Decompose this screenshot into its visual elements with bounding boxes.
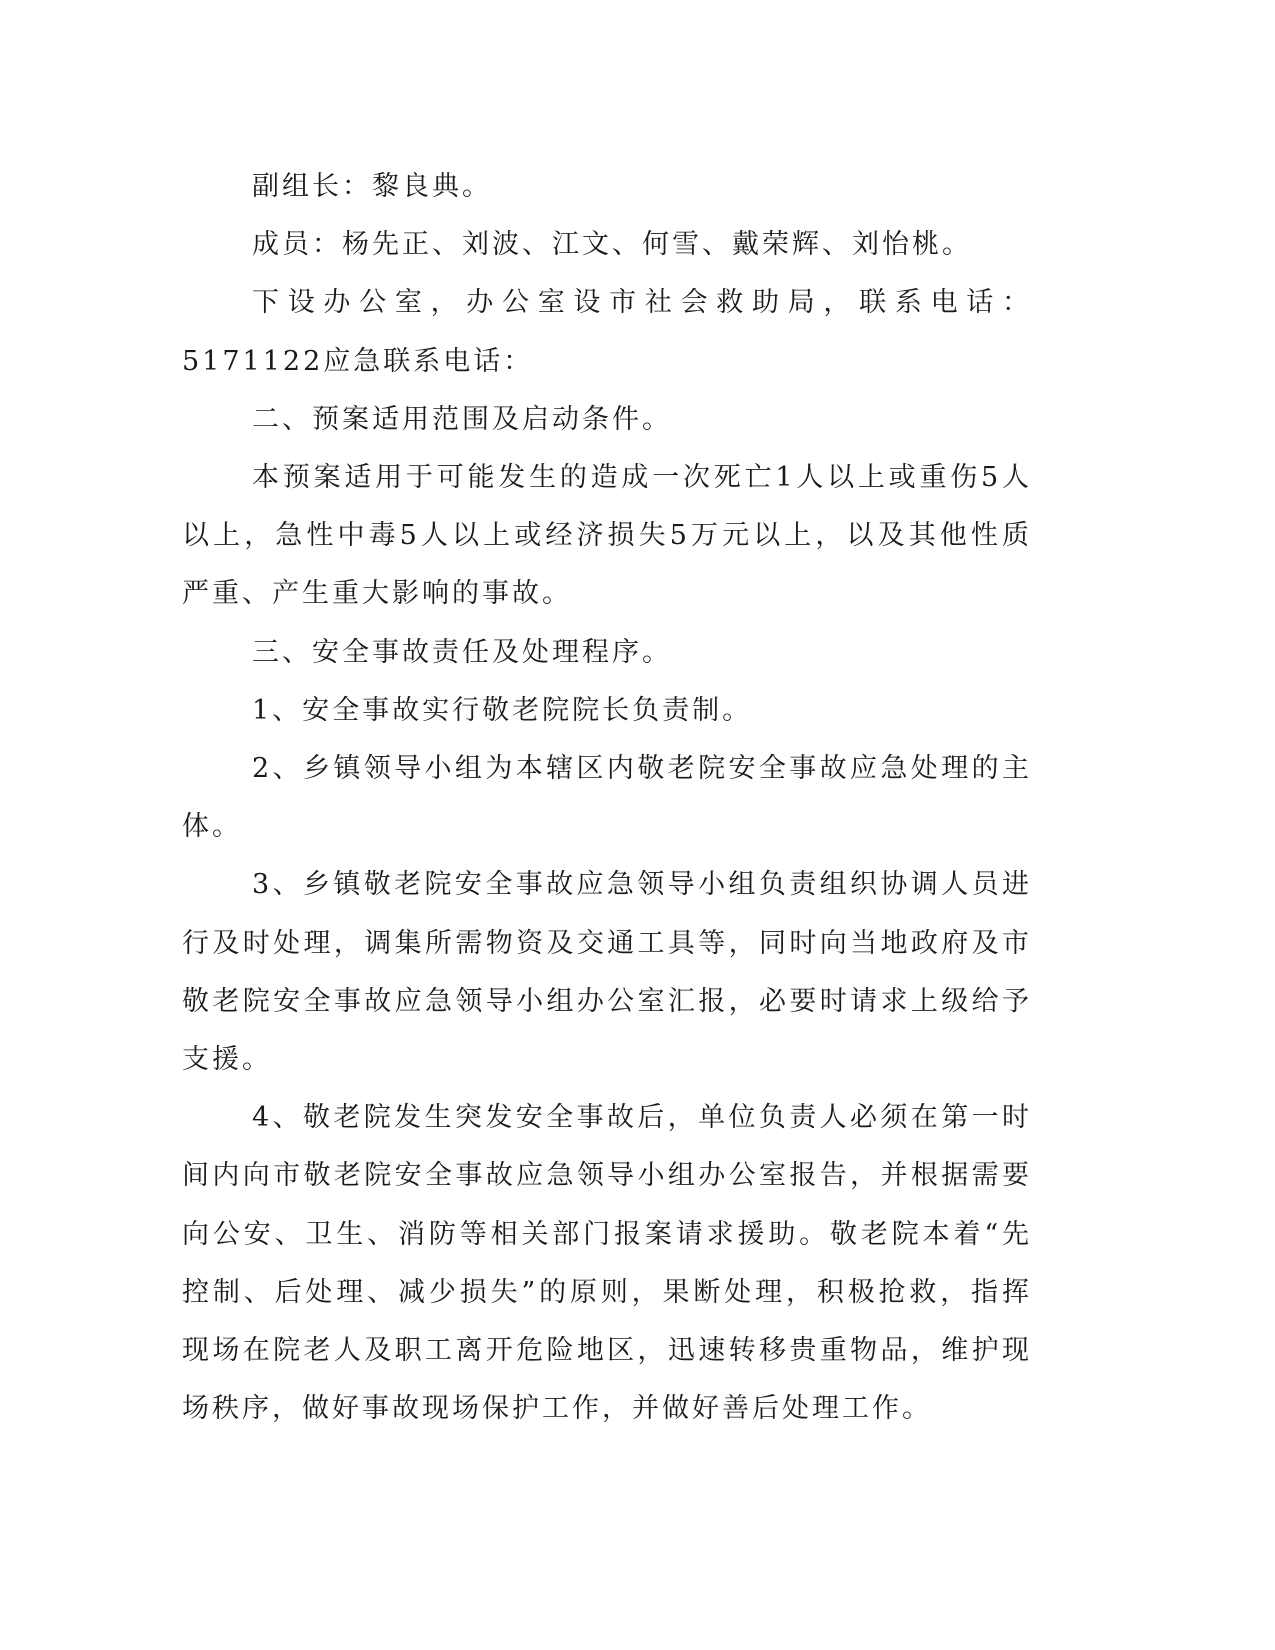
document-body [182,158,1032,1438]
section-heading-scope: 二、预案适用范围及启动条件。 [252,403,672,435]
list-item-3: 3、乡镇敬老院安全事故应急领导小组负责组织协调人员进行及时处理，调集所需物资及交通工具等，同时向当地政府及市敬老院安全事故应急领导小组办公室汇报，必要时请求上级给予支援。 [182,869,1032,1076]
list-item-2: 2、乡镇领导小组为本辖区内敬老院安全事故应急处理的主体。 [182,753,1032,843]
paragraph-office-contact: 下设办公室，办公室设市社会救助局，联系电话：5171122应急联系电话： [182,287,1032,377]
paragraph-deputy-leader: 副组长：黎良典。 [252,171,492,202]
paragraph-scope: 本预案适用于可能发生的造成一次死亡1人以上或重伤5人以上，急性中毒5人以上或经济损失5万元以上，以及其他性质严重、产生重大影响的事故。 [182,462,1032,610]
list-item-4: 4、敬老院发生突发安全事故后，单位负责人必须在第一时间内向市敬老院安全事故应急领导小组办公室报告，并根据需要向公安、卫生、消防等相关部门报案请求援助。敬老院本着“先控制、后处理、减少损失”的原则，果断处理，积极抢救，指挥现场在院老人及职工离开危险地区，迅速转移贵重物品，维护现场秩序，做好事故现场保护工作，并做好善后处理工作。 [182,1102,1032,1425]
paragraph-members: 成员：杨先正、刘波、江文、何雪、戴荣辉、刘怡桃。 [252,229,972,261]
list-item-1: 1、安全事故实行敬老院院长负责制。 [252,694,753,726]
section-heading-responsibility: 三、安全事故责任及处理程序。 [252,636,672,668]
